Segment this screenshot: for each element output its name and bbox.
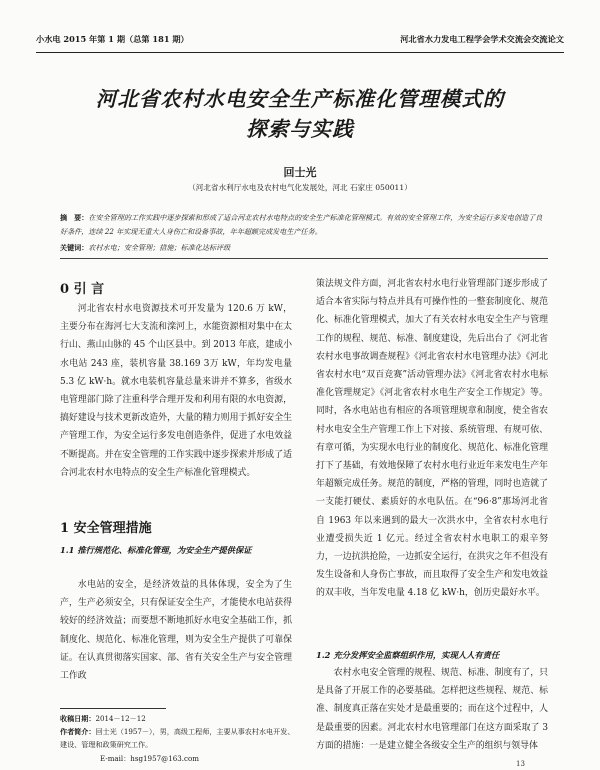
page-number: 13	[516, 760, 525, 768]
author-email: E-mail：hsg1957@163.com	[100, 753, 199, 763]
keywords-text: 农村水电；安全管理；措施；标准化达标评级	[88, 243, 231, 252]
abstract-label: 摘 要：	[60, 213, 89, 222]
journal-issue: 小水电 2015 年第 1 期（总第 181 期）	[36, 34, 189, 44]
running-header	[36, 30, 564, 50]
keywords	[60, 241, 548, 254]
author-bio: 作者简介：回士光（1957－），男，高级工程师，主要从事农村水电开发、建设、管理和政策研究工作。	[60, 727, 295, 750]
section-1-heading: 1 安全管理措施	[60, 521, 152, 536]
proceedings-name: 河北省水力发电工程学会学术交流会交流论文	[400, 34, 564, 44]
section-0-paragraph: 河北省农村水电资源技术可开发量为 120.6 万 kW，主要分布在海河七大支流和滦河上，水能资源相对集中在太行山、燕山山脉的 45 个山区县中。到 2013 年底，建成小水电站 243 座，装机容量 38.169 3万 kW，年均发电量 5.3 亿 kW·h。就水电装机容量总量来讲并不算多，省级水电管理部门除了注重科学合理开发和利用有限的水电资源，搞好建设与技术更新改造外，大量的精力则用于抓好安全生产管理工作，为安全运行多发电创造条件，促进了水电效益不断提高。并在安全管理的工作实践中逐步探索并形成了适合河北农村水电特点的安全生产标准化管理模式。	[60, 304, 292, 478]
abstract-divider	[60, 258, 548, 259]
received-date: 收稿日期：2014－12－12	[60, 714, 146, 723]
author-affiliation: （河北省水利厅水电及农村电气化发展处，河北 石家庄 050011）	[188, 183, 412, 192]
section-1-1-heading: 1.1 推行规范化、标准化管理，为安全生产提供保证	[60, 545, 252, 555]
abstract	[60, 211, 548, 238]
section-1-1-continued: 策法规文件方面，河北省农村水电行业管理部门逐步形成了适合本省实际与特点并具有可操作性的一整套制度化、规范化、标准化管理模式，加大了有关农村水电安全生产与管理工作的规程、规范、标准、制度建设，先后出台了《河北省农村水电事故调查规程》《河北省农村水电管理办法》《河北省农村水电“双百竞赛”活动管理办法》《河北省农村水电标准化管理规定》《河北省农村水电生产安全工作规定》等。同时，各水电站也有相应的各项管理规章和制度，使全省农村水电安全生产管理工作上下对接、系统管理、有规可依、有章可循，为实现水电行业的制度化、规范化、标准化管理打下了基础，有效地保障了农村水电行业近年来发电生产年年超额完成任务。规范的制度，严格的管理，同时也造就了一支能打硬仗、素质好的水电队伍。在“96·8”那场河北省自 1963 年以来遇到的最大一次洪水中，全省农村水电行业遭受损失近 1 亿元。经过全省农村水电职工的艰辛努力，一边抗洪抢险，一边抓安全运行，在洪灾之年不但没有发生设备和人身伤亡事故，而且取得了安全生产和发电效益的双丰收，当年发电量 4.18 亿 kW·h，创历史最好水平。	[316, 279, 548, 599]
section-0-heading: 0 引 言	[60, 282, 105, 297]
keywords-label: 关键词：	[60, 243, 89, 252]
paper-title	[60, 84, 540, 144]
footnote-divider	[60, 708, 166, 709]
section-1-2-heading: 1.2 充分发挥安全监察组织作用，实现人人有责任	[316, 650, 500, 660]
section-1-1-paragraph: 水电站的安全，是经济效益的具体体现，安全为了生产，生产必须安全，只有保证安全生产，才能使水电站获得较好的经济效益；而要想不断地抓好水电安全基础工作，抓制度化、规范化、标准化管理，则为安全生产提供了可靠保证。在认真贯彻落实国家、部、省有关安全生产与安全管理工作政	[60, 580, 292, 682]
section-1-2-paragraph: 农村水电安全管理的规程、规范、标准、制度有了，只是具备了开展工作的必要基础。怎样把这些规程、规范、标准、制度真正落在实处才是最重要的；而在这个过程中，人是最重要的因素。河北农村水电管理部门在这方面采取了 3 方面的措施：一是建立健全各级安全生产的组织与领导体	[316, 668, 548, 751]
footnote	[60, 712, 300, 765]
abstract-text: 在安全管理的工作实践中逐步探索和形成了适合河北农村水电特点的安全生产标准化管理模式。有效的安全管理工作，为安全运行多发电创造了良好条件，连续 22 年实现无重大人身伤亡和设备事故，年年超额完成发电生产任务。	[60, 213, 543, 236]
author-name: 回士光	[283, 166, 317, 179]
title-line-1: 河北省农村水电安全生产标准化管理模式的	[95, 87, 505, 111]
title-line-2: 探索与实践	[246, 117, 354, 141]
header-divider	[36, 52, 564, 53]
